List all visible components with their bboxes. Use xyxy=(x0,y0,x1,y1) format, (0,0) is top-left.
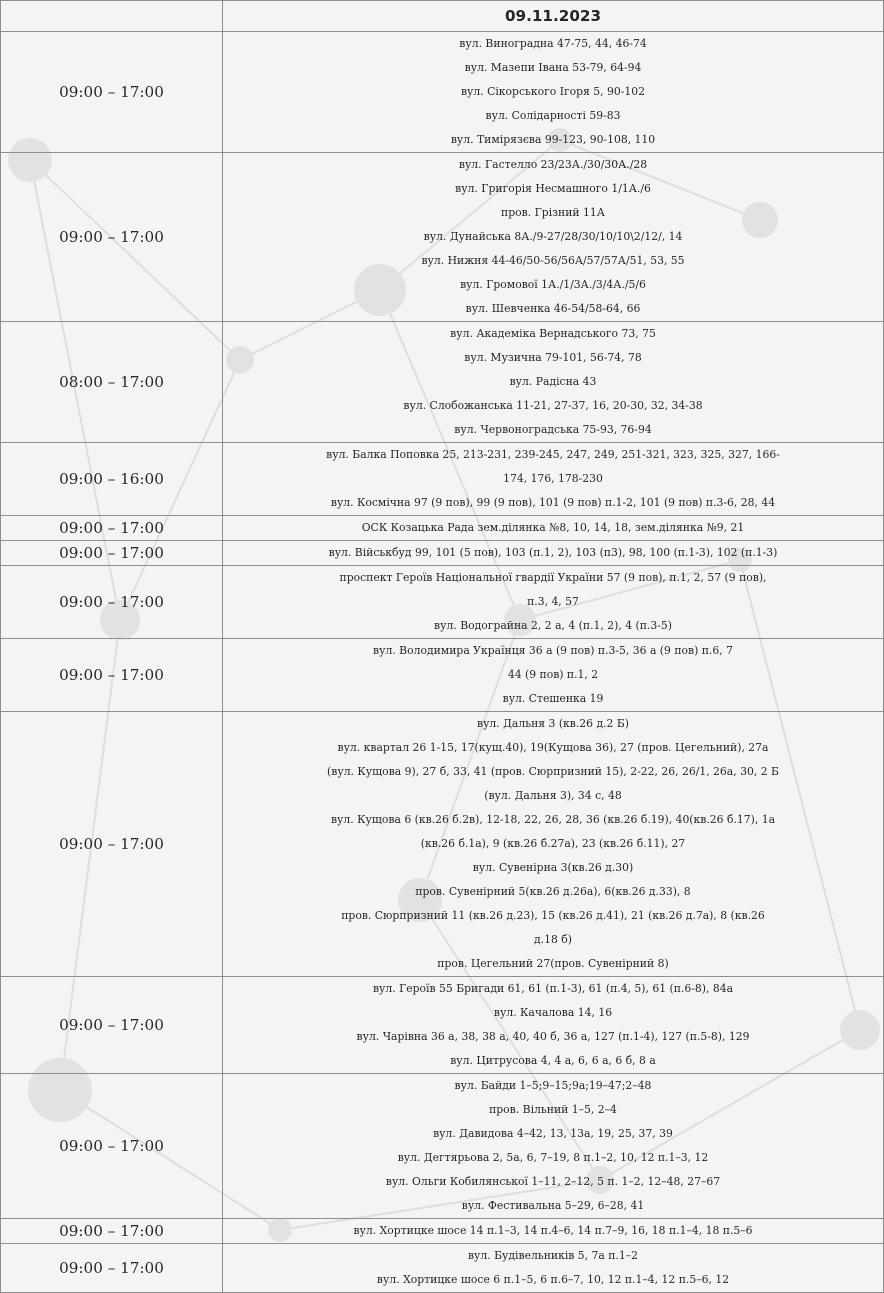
addresses-cell xyxy=(223,153,884,322)
addresses-cell xyxy=(223,1219,884,1244)
time-range-cell: 09:00 – 17:00 xyxy=(1,712,223,977)
address-line: вул. Академіка Вернадського 73, 75 xyxy=(450,327,656,340)
time-range-cell: 09:00 – 17:00 xyxy=(1,1244,223,1293)
time-range-cell: 09:00 – 17:00 xyxy=(1,32,223,153)
address-line: 174, 176, 178-230 xyxy=(503,472,603,485)
header-empty-cell xyxy=(1,1,223,32)
time-range-cell: 09:00 – 17:00 xyxy=(1,1219,223,1244)
schedule-row xyxy=(1,322,884,443)
addresses-cell xyxy=(223,443,884,516)
addresses-cell xyxy=(223,977,884,1074)
address-line: вул. Солідарності 59-83 xyxy=(485,109,621,122)
schedule-row xyxy=(1,153,884,322)
addresses-cell xyxy=(223,322,884,443)
schedule-row xyxy=(1,516,884,541)
address-line: вул. Громової 1А./1/3А./3/4А./5/6 xyxy=(460,278,646,291)
address-line: вул. Балка Поповка 25, 213-231, 239-245, 247, 249, 251-321, 323, 325, 327, 166- xyxy=(326,448,780,461)
time-range-cell: 09:00 – 17:00 xyxy=(1,1074,223,1219)
addresses-cell xyxy=(223,32,884,153)
address-line: вул. Хортицке шосе 6 п.1–5, 6 п.6–7, 10, 12 п.1–4, 12 п.5–6, 12 xyxy=(376,1273,730,1286)
address-line: вул. Космічна 97 (9 пов), 99 (9 пов), 101 (9 пов) п.1-2, 101 (9 пов) п.3-6, 28, 44 xyxy=(330,496,776,509)
address-line: вул. Цитрусова 4, 4 а, 6, 6 а, 6 б, 8 а xyxy=(450,1054,656,1067)
address-line: вул. Гастелло 23/23А./30/30А./28 xyxy=(458,158,648,171)
address-line: п.3, 4, 57 xyxy=(527,595,579,608)
address-line: д.18 б) xyxy=(534,933,572,946)
addresses-cell xyxy=(223,1244,884,1293)
schedule-row xyxy=(1,1074,884,1219)
schedule-row xyxy=(1,541,884,566)
schedule-date: 09.11.2023 xyxy=(223,1,884,32)
time-range-cell: 09:00 – 17:00 xyxy=(1,516,223,541)
address-line: вул. Дунайська 8А./9-27/28/30/10/10\2/12/, 14 xyxy=(423,230,683,243)
address-line: вул. Нижня 44-46/50-56/56А/57/57А/51, 53, 55 xyxy=(421,254,685,267)
address-line: вул. Качалова 14, 16 xyxy=(493,1006,613,1019)
address-line: вул. Тимірязєва 99-123, 90-108, 110 xyxy=(450,133,656,146)
addresses-cell xyxy=(223,516,884,541)
address-line: вул. Дальня 3 (кв.26 д.2 Б) xyxy=(476,717,630,730)
time-range-cell: 09:00 – 17:00 xyxy=(1,566,223,639)
schedule-row xyxy=(1,977,884,1074)
schedule-body xyxy=(1,1,884,1293)
address-line: вул. Героїв 55 Бригади 61, 61 (п.1-3), 61 (п.4, 5), 61 (п.6-8), 84а xyxy=(372,982,734,995)
address-line: (кв.26 б.1а), 9 (кв.26 б.27а), 23 (кв.26 б.11), 27 xyxy=(420,837,686,850)
time-range-cell: 09:00 – 17:00 xyxy=(1,153,223,322)
address-line: пров. Грізний 11А xyxy=(501,206,605,219)
address-line: вул. Червоноградська 75-93, 76-94 xyxy=(454,423,652,436)
address-line: вул. Радісна 43 xyxy=(509,375,597,388)
address-line: вул. Байди 1–5;9–15;9а;19–47;2–48 xyxy=(454,1079,652,1092)
address-line: пров. Цегельний 27(пров. Сувенірний 8) xyxy=(437,957,669,970)
address-line: вул. Сувенірна 3(кв.26 д.30) xyxy=(472,861,634,874)
address-line: вул. Чарівна 36 а, 38, 38 а, 40, 40 б, 36 а, 127 (п.1-4), 127 (п.5-8), 129 xyxy=(356,1030,750,1043)
addresses-cell xyxy=(223,639,884,712)
address-line: вул. Хортицке шосе 14 п.1–3, 14 п.4–6, 14 п.7–9, 16, 18 п.1–4, 18 п.5–6 xyxy=(353,1224,753,1237)
schedule-row xyxy=(1,1219,884,1244)
address-line: вул. Шевченка 46-54/58-64, 66 xyxy=(465,302,641,315)
time-range-cell: 09:00 – 16:00 xyxy=(1,443,223,516)
address-line: вул. Григорія Несмашного 1/1А./6 xyxy=(455,182,651,195)
address-line: пров. Вільний 1–5, 2–4 xyxy=(489,1103,617,1116)
time-range-cell: 09:00 – 17:00 xyxy=(1,541,223,566)
schedule-row xyxy=(1,639,884,712)
address-line: пров. Сувенірний 5(кв.26 д.26а), 6(кв.26 д.33), 8 xyxy=(415,885,691,898)
address-line: (вул. Дальня 3), 34 с, 48 xyxy=(484,789,622,802)
address-line: вул. Слобожанська 11-21, 27-37, 16, 20-30, 32, 34-38 xyxy=(403,399,703,412)
address-line: вул. Володимира Українця 36 а (9 пов) п.3-5, 36 а (9 пов) п.6, 7 xyxy=(373,644,733,657)
addresses-cell xyxy=(223,541,884,566)
addresses-cell xyxy=(223,712,884,977)
address-line: вул. Фестивальна 5–29, 6–28, 41 xyxy=(461,1199,645,1212)
time-range-cell: 09:00 – 17:00 xyxy=(1,639,223,712)
addresses-cell xyxy=(223,566,884,639)
schedule-row xyxy=(1,443,884,516)
addresses-cell xyxy=(223,1074,884,1219)
address-line: вул. Водогрaйна 2, 2 а, 4 (п.1, 2), 4 (п.3-5) xyxy=(434,619,672,632)
address-line: вул. квартал 26 1-15, 17(кущ.40), 19(Кущова 36), 27 (пров. Цегельний), 27а xyxy=(337,741,769,754)
address-line: (вул. Кущова 9), 27 б, 33, 41 (пров. Сюрпризний 15), 2-22, 26, 26/1, 26а, 30, 2 Б xyxy=(327,765,779,778)
schedule-row xyxy=(1,566,884,639)
schedule-row xyxy=(1,712,884,977)
address-line: вул. Будівельників 5, 7а п.1–2 xyxy=(467,1249,639,1262)
address-line: ОСК Козацька Рада зем.ділянка №8, 10, 14, 18, зем.ділянка №9, 21 xyxy=(361,521,745,534)
schedule-row xyxy=(1,32,884,153)
address-line: вул. Військбуд 99, 101 (5 пов), 103 (п.1, 2), 103 (п3), 98, 100 (п.1-3), 102 (п.1-3) xyxy=(328,546,778,559)
schedule-row xyxy=(1,1244,884,1293)
address-line: вул. Стешенка 19 xyxy=(502,692,604,705)
address-line: вул. Музична 79-101, 56-74, 78 xyxy=(464,351,642,364)
address-line: пров. Сюрпризний 11 (кв.26 д.23), 15 (кв.26 д.41), 21 (кв.26 д.7а), 8 (кв.26 xyxy=(341,909,765,922)
address-line: вул. Дегтярьова 2, 5а, 6, 7–19, 8 п.1–2, 10, 12 п.1–3, 12 xyxy=(397,1151,709,1164)
address-line: вул. Виноградна 47-75, 44, 46-74 xyxy=(459,37,647,50)
address-line: проспект Героїв Національної гвардії України 57 (9 пов), п.1, 2, 57 (9 пов), xyxy=(339,571,767,584)
address-line: 44 (9 пов) п.1, 2 xyxy=(507,668,599,681)
time-range-cell: 09:00 – 17:00 xyxy=(1,977,223,1074)
address-line: вул. Кущова 6 (кв.26 б.2в), 12-18, 22, 26, 28, 36 (кв.26 б.19), 40(кв.26 б.17), 1а xyxy=(330,813,776,826)
address-line: вул. Мазепи Івана 53-79, 64-94 xyxy=(464,61,642,74)
address-line: вул. Сікорського Ігоря 5, 90-102 xyxy=(460,85,646,98)
time-range-cell: 08:00 – 17:00 xyxy=(1,322,223,443)
address-line: вул. Ольги Кобилянської 1–11, 2–12, 5 п. 1–2, 12–48, 27–67 xyxy=(385,1175,721,1188)
address-line: вул. Давидова 4–42, 13, 13а, 19, 25, 37, 39 xyxy=(433,1127,673,1140)
header-row xyxy=(1,1,884,32)
